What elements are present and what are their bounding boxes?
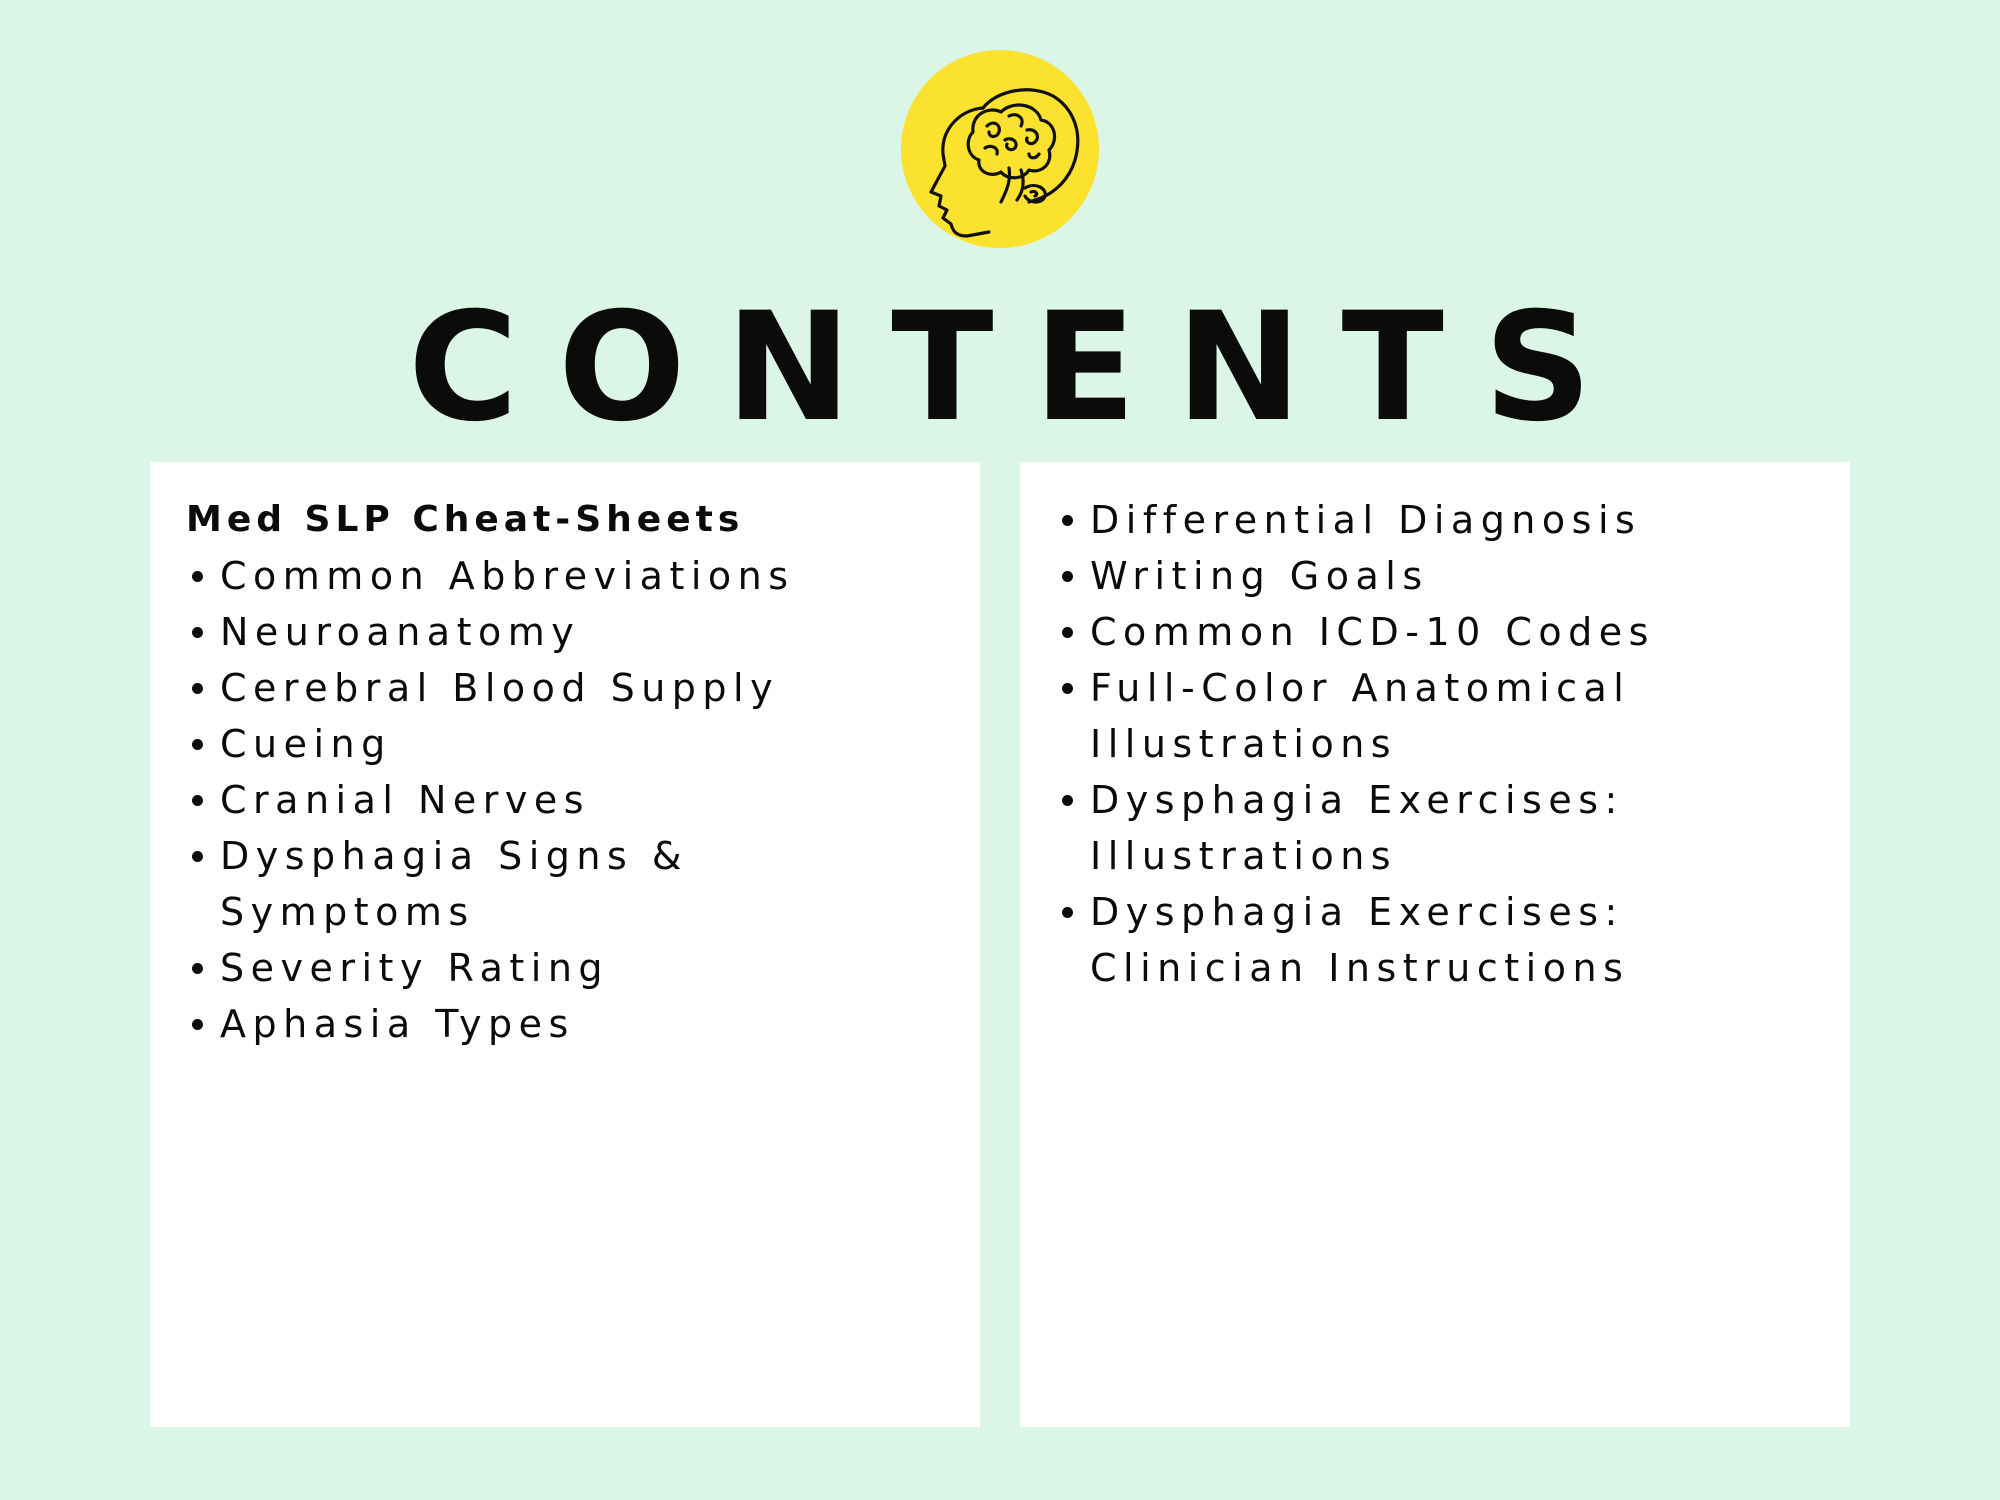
list-item-text: Cueing: [220, 722, 392, 766]
bullet-icon: [1062, 795, 1073, 806]
bullet-icon: [1062, 515, 1073, 526]
list-item-text-continued: Symptoms: [220, 890, 475, 934]
bullet-icon: [192, 683, 203, 694]
head-brain-icon: [901, 50, 1099, 248]
list-item-text: Severity Rating: [220, 946, 610, 990]
left-contents-card: [150, 462, 980, 1427]
bullet-icon: [1062, 683, 1073, 694]
list-item-text: Cranial Nerves: [220, 778, 591, 822]
list-item-text: Aphasia Types: [220, 1002, 575, 1046]
right-contents-card: [1020, 462, 1850, 1427]
section-heading: Med SLP Cheat-Sheets: [186, 499, 745, 540]
bullet-icon: [1062, 627, 1073, 638]
list-item-text: Differential Diagnosis: [1090, 498, 1642, 542]
bullet-icon: [1062, 907, 1073, 918]
left-contents-list: [220, 548, 960, 1052]
list-item: [220, 828, 960, 940]
list-item-text: Neuroanatomy: [220, 610, 581, 654]
list-item: [220, 996, 960, 1052]
list-item: [1090, 772, 1830, 884]
bullet-icon: [1062, 571, 1073, 582]
list-item: [1090, 884, 1830, 996]
page-title: CONTENTS: [408, 281, 1632, 455]
bullet-icon: [192, 963, 203, 974]
list-item-text: Common Abbreviations: [220, 554, 795, 598]
list-item-text: Common ICD-10 Codes: [1090, 610, 1655, 654]
list-item: [220, 548, 960, 604]
bullet-icon: [192, 851, 203, 862]
list-item: [220, 940, 960, 996]
bullet-icon: [192, 739, 203, 750]
list-item: [1090, 492, 1830, 548]
list-item-text-continued: Clinician Instructions: [1090, 946, 1630, 990]
list-item-text: Dysphagia Signs &: [220, 834, 688, 878]
list-item-text: Writing Goals: [1090, 554, 1429, 598]
bullet-icon: [192, 627, 203, 638]
list-item: [220, 716, 960, 772]
list-item: [1090, 548, 1830, 604]
list-item-text: Cerebral Blood Supply: [220, 666, 780, 710]
bullet-icon: [192, 571, 203, 582]
list-item-text-continued: Illustrations: [1090, 722, 1398, 766]
list-item: [1090, 604, 1830, 660]
list-item-text: Dysphagia Exercises:: [1090, 778, 1624, 822]
right-contents-list: [1090, 492, 1830, 996]
list-item-text: Full-Color Anatomical: [1090, 666, 1631, 710]
list-item: [220, 604, 960, 660]
list-item: [1090, 660, 1830, 772]
list-item-text: Dysphagia Exercises:: [1090, 890, 1624, 934]
bullet-icon: [192, 795, 203, 806]
list-item-text-continued: Illustrations: [1090, 834, 1398, 878]
list-item: [220, 660, 960, 716]
bullet-icon: [192, 1019, 203, 1030]
list-item: [220, 772, 960, 828]
brain-badge: [901, 50, 1099, 248]
